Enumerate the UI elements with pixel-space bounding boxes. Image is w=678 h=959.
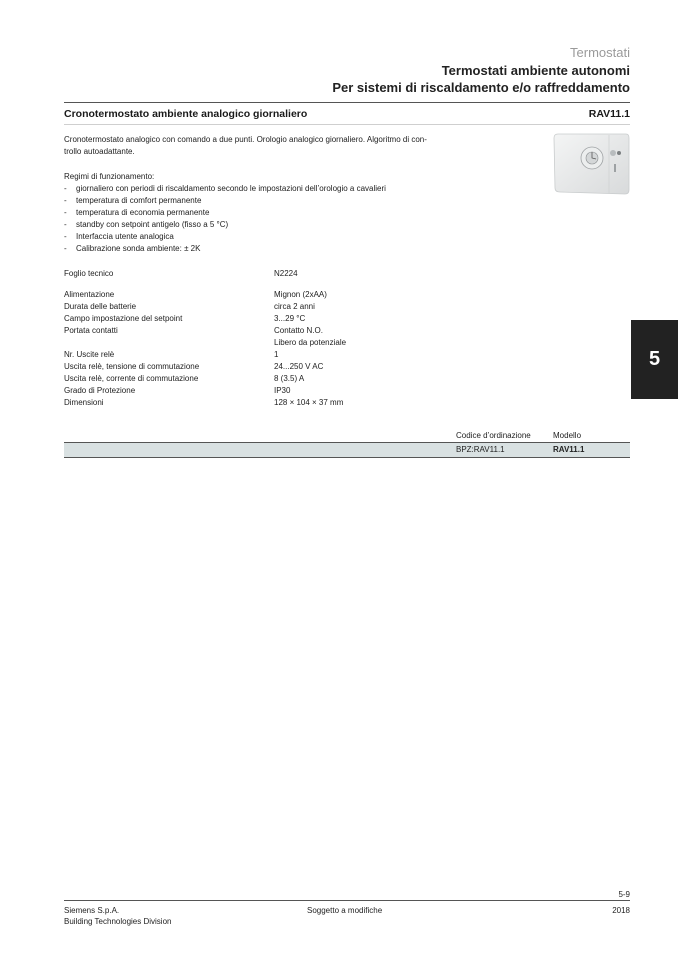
spec-row bbox=[64, 301, 404, 313]
order-code: BPZ:RAV11.1 bbox=[456, 445, 505, 454]
section-title: Cronotermostato ambiente analogico giornaliero bbox=[64, 108, 308, 120]
spec-label: Grado di Protezione bbox=[64, 386, 136, 395]
spec-label: Uscita relè, corrente di commutazione bbox=[64, 374, 199, 383]
spec-label: Alimentazione bbox=[64, 290, 115, 299]
page-number: 5-9 bbox=[618, 890, 630, 899]
order-table-row bbox=[64, 443, 630, 457]
description-line: trollo autoadattante. bbox=[64, 147, 135, 156]
spec-row-datasheet bbox=[64, 268, 404, 280]
spec-value: 128 × 104 × 37 mm bbox=[274, 398, 344, 407]
section-code: RAV11.1 bbox=[588, 108, 630, 120]
mode-item: - standby con setpoint antigelo (fisso a 5 °C) bbox=[64, 219, 504, 231]
spec-row bbox=[64, 313, 404, 325]
header-title: Termostati ambiente autonomi bbox=[441, 63, 630, 78]
footer-rule bbox=[64, 900, 630, 901]
spec-value: Mignon (2xAA) bbox=[274, 290, 327, 299]
spec-value: 1 bbox=[274, 350, 279, 359]
spec-value: IP30 bbox=[274, 386, 291, 395]
footer-company bbox=[64, 905, 171, 927]
order-table-bottom-rule bbox=[64, 457, 630, 458]
spec-label: Durata delle batterie bbox=[64, 302, 137, 311]
spec-value: N2224 bbox=[274, 269, 298, 278]
footer-year: 2018 bbox=[612, 906, 630, 915]
spec-label: Campo impostazione del setpoint bbox=[64, 314, 183, 323]
technical-specs bbox=[64, 268, 404, 409]
spec-label: Portata contatti bbox=[64, 326, 118, 335]
section-rule bbox=[64, 124, 630, 125]
company-division: Building Technologies Division bbox=[64, 917, 172, 926]
spec-value: Contatto N.O. bbox=[274, 326, 323, 335]
spec-value: 8 (3.5) A bbox=[274, 374, 305, 383]
thermostat-product-image bbox=[552, 132, 630, 195]
spec-row bbox=[64, 337, 404, 349]
mode-item: - Interfaccia utente analogica bbox=[64, 231, 504, 243]
chapter-tab bbox=[631, 320, 678, 399]
spec-row bbox=[64, 349, 404, 361]
spec-row bbox=[64, 373, 404, 385]
spec-label: Uscita relè, tensione di commutazione bbox=[64, 362, 200, 371]
spec-value: 3...29 °C bbox=[274, 314, 306, 323]
spec-value: Libero da potenziale bbox=[274, 338, 347, 347]
modes-list bbox=[64, 183, 504, 255]
header-category: Termostati bbox=[570, 45, 630, 60]
spec-row bbox=[64, 289, 404, 301]
spec-value: 24...250 V AC bbox=[274, 362, 324, 371]
footer-note: Soggetto a modifiche bbox=[307, 906, 383, 915]
spec-value: circa 2 anni bbox=[274, 302, 315, 311]
mode-item: - temperatura di comfort permanente bbox=[64, 195, 504, 207]
description-line: Cronotermostato analogico con comando a due punti. Orologio analogico giornaliero. Algoritmo di con- bbox=[64, 135, 427, 144]
model-code: RAV11.1 bbox=[553, 445, 585, 454]
spec-label: Foglio tecnico bbox=[64, 269, 114, 278]
company-name: Siemens S.p.A. bbox=[64, 906, 120, 915]
mode-item: - Calibrazione sonda ambiente: ± 2K bbox=[64, 243, 504, 255]
header-subtitle: Per sistemi di riscaldamento e/o raffreddamento bbox=[332, 80, 630, 95]
chapter-number: 5 bbox=[648, 348, 661, 370]
spec-row bbox=[64, 361, 404, 373]
header-rule bbox=[64, 102, 630, 103]
spec-row bbox=[64, 397, 404, 409]
order-code-header: Codice d’ordinazione bbox=[456, 431, 531, 440]
modes-heading: Regimi di funzionamento: bbox=[64, 172, 155, 181]
spec-label: Nr. Uscite relè bbox=[64, 350, 115, 359]
model-header: Modello bbox=[553, 431, 582, 440]
spec-label: Dimensioni bbox=[64, 398, 104, 407]
product-description bbox=[64, 134, 494, 158]
spec-row bbox=[64, 325, 404, 337]
mode-item: - giornaliero con periodi di riscaldamento secondo le impostazioni dell’orologio a cavalieri bbox=[64, 183, 504, 195]
operating-modes bbox=[64, 171, 504, 255]
mode-item: - temperatura di economia permanente bbox=[64, 207, 504, 219]
spec-label bbox=[64, 337, 274, 349]
spec-row bbox=[64, 385, 404, 397]
